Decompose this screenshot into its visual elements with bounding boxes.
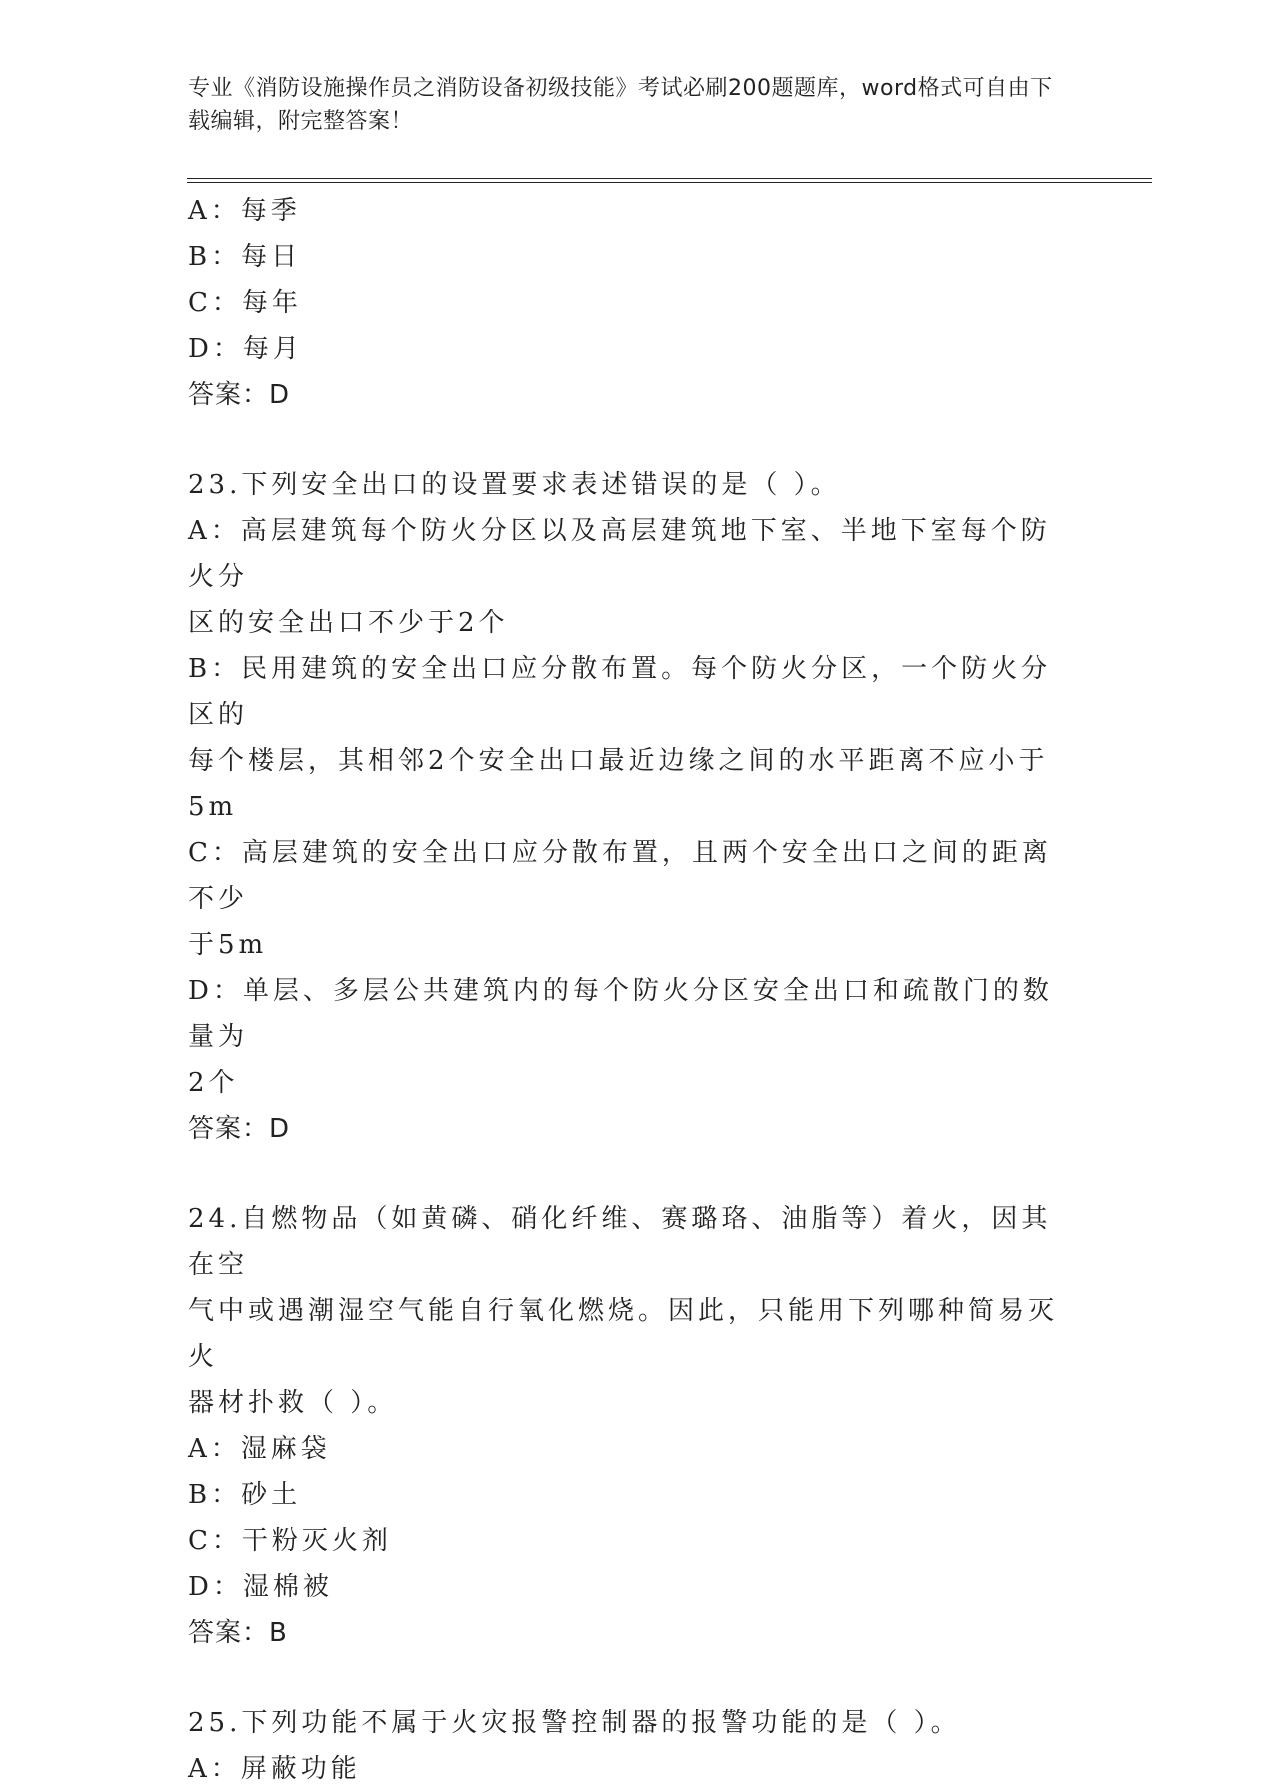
q22-answer: 答案：D xyxy=(188,380,291,410)
q23-option-d-line2: 2个 xyxy=(188,1068,239,1098)
q23-option-c-line1: C：高层建筑的安全出口应分散布置，且两个安全出口之间的距离不少 xyxy=(188,838,1052,914)
q25-stem: 25.下列功能不属于火灾报警控制器的报警功能的是（ ）。 xyxy=(188,1708,961,1738)
question-22-block xyxy=(188,188,1078,418)
q24-option-c: C：干粉灭火剂 xyxy=(188,1526,392,1556)
q23-option-c-line2: 于5m xyxy=(188,930,268,960)
q24-stem-line2: 气中或遇潮湿空气能自行氧化燃烧。因此，只能用下列哪种简易灭火 xyxy=(188,1296,1059,1372)
q23-answer: 答案：D xyxy=(188,1114,291,1144)
q24-option-b: B：砂土 xyxy=(188,1480,302,1510)
q25-option-a: A：屏蔽功能 xyxy=(188,1754,361,1784)
q22-option-c: C：每年 xyxy=(188,288,302,318)
q22-option-b: B：每日 xyxy=(188,242,302,272)
question-23-block xyxy=(188,462,1078,1152)
q23-option-d-line1: D：单层、多层公共建筑内的每个防火分区安全出口和疏散门的数量为 xyxy=(188,976,1053,1052)
q24-option-d: D：湿棉被 xyxy=(188,1572,333,1602)
header-divider-bottom xyxy=(187,182,1152,183)
question-25-block xyxy=(188,1700,1078,1792)
header-divider-top xyxy=(187,178,1152,179)
q23-stem: 23.下列安全出口的设置要求表述错误的是（ ）。 xyxy=(188,470,841,500)
q24-stem-line1: 24.自燃物品（如黄磷、硝化纤维、赛璐珞、油脂等）着火，因其在空 xyxy=(188,1204,1052,1280)
document-header xyxy=(188,72,1068,138)
q24-answer: 答案：B xyxy=(188,1618,288,1648)
q22-option-a: A：每季 xyxy=(188,196,301,226)
q23-option-a-line2: 区的安全出口不少于2个 xyxy=(188,608,509,638)
document-body xyxy=(188,188,1078,1792)
q22-option-d: D：每月 xyxy=(188,334,303,364)
question-24-block xyxy=(188,1196,1078,1656)
q23-option-b-line1: B：民用建筑的安全出口应分散布置。每个防火分区，一个防火分区的 xyxy=(188,654,1052,730)
q23-option-a-line1: A：高层建筑每个防火分区以及高层建筑地下室、半地下室每个防火分 xyxy=(188,516,1051,592)
q24-stem-line3: 器材扑救（ ）。 xyxy=(188,1388,398,1418)
q23-option-b-line2: 每个楼层，其相邻2个安全出口最近边缘之间的水平距离不应小于5m xyxy=(188,746,1049,822)
q24-option-a: A：湿麻袋 xyxy=(188,1434,331,1464)
document-title: 专业《消防设施操作员之消防设备初级技能》考试必刷200题题库，word格式可自由下载编辑，附完整答案！ xyxy=(188,76,1053,134)
